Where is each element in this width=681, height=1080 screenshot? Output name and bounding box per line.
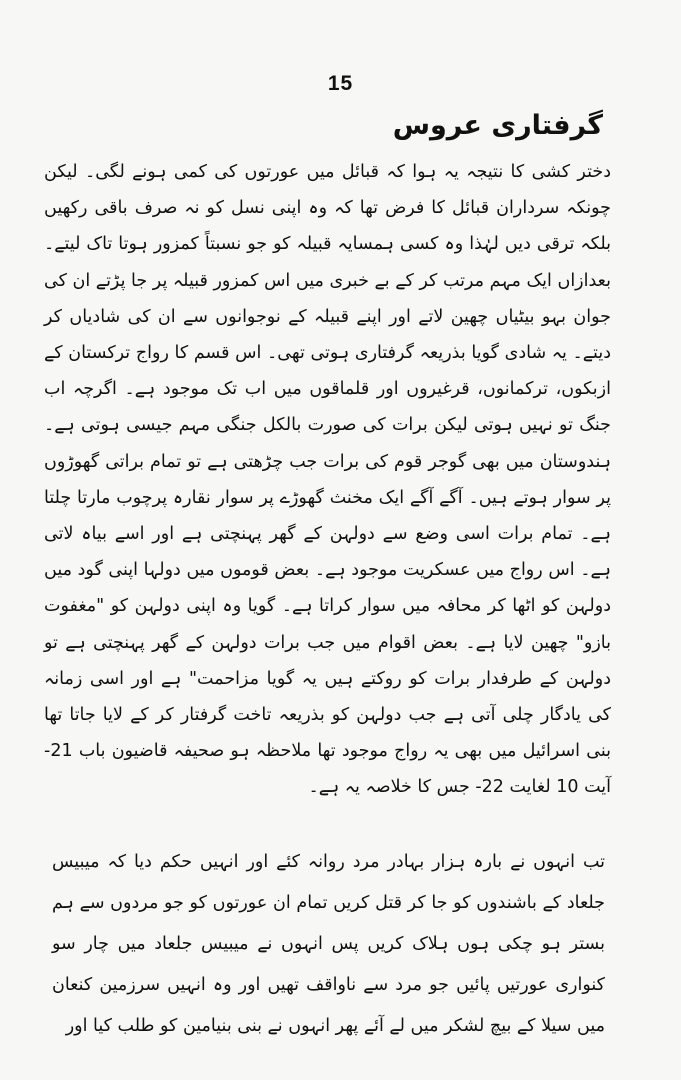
page-number: 15 <box>327 72 354 95</box>
body-paragraph <box>44 154 611 806</box>
quoted-passage <box>52 842 605 1047</box>
section-heading: گرفتاری عروس <box>392 110 603 141</box>
quote-text: تب انہوں نے بارہ ہزار بہادر مرد روانہ کئے اور انہیں حکم دیا کہ میبیس جلعاد کے باشندوں کو جا کر قتل کریں تمام ان عورتوں کو جو مردوں سے ہم بستر ہو چکی ہوں ہلاک کریں پس انہوں نے میبیس جلعاد میں چار سو کنواری عورتیں پائیں جو مرد سے ناواقف تھیں اور وہ انہیں سرزمین کنعان میں سیلا کے بیچ لشکر میں لے آئے پھر انہوں نے بنی بنیامین کو طلب کیا اور <box>52 852 605 1036</box>
body-text: دختر کشی کا نتیجہ یہ ہوا کہ قبائل میں عورتوں کی کمی ہونے لگی۔ لیکن چونکہ سرداران قبائل کا فرض تھا کہ وہ اپنی نسل کو نہ صرف باقی رکھیں بلکہ ترقی دیں لہٰذا وہ کسی ہمسایہ قبیلہ کو جو نسبتاً کمزور ہوتا تاک لیتے۔ بعدازاں ایک مہم مرتب کر کے بے خبری میں اس کمزور قبیلہ پر جا پڑتے ان کی جوان بہو بیٹیاں چھین لاتے اور اپنے قبیلہ کے نوجوانوں سے ان کی شادیاں کر دیتے۔ یہ شادی گویا بذریعہ گرفتاری ہوتی تھی۔ اس قسم کا رواج ترکستان کے ازبکوں، ترکمانوں، قرغیروں اور قلماقوں میں اب تک موجود ہے۔ اگرچہ اب جنگ تو نہیں ہوتی لیکن برات کی صورت بالکل جنگی مہم جیسی ہوتی ہے۔ ہندوستان میں بھی گوجر قوم کی برات جب چڑھتی ہے تو تمام براتی گھوڑوں پر سوار ہوتے ہیں۔ آگے آگے ایک مخنث گھوڑے پر سوار نقارہ پرچوب مارتا چلتا ہے۔ تمام برات اسی وضع سے دولہن کے گھر پہنچتی ہے اور اسے بیاہ لاتی ہے۔ اس رواج میں عسکریت موجود ہے۔ بعض قوموں میں دولہا اپنی گود میں دولہن کو اٹھا کر محافہ میں سوار کراتا ہے۔ گویا وہ اپنی دولہن کو "مغفوت بازو" چھین لایا ہے۔ بعض اقوام میں جب برات دولہن کے گھر پہنچتی ہے تو دولہن کے طرفدار برات کو روکتے ہیں یہ گویا مزاحمت" ہے اور اسی زمانہ کی یادگار چلی آتی ہے جب دولہن کو بذریعہ تاخت گرفتار کر کے لایا جاتا تھا بنی اسرائیل میں بھی یہ رواج موجود تھا ملاحظہ ہو صحیفہ قاضیون باب 21- آیت 10 لغایت 22- جس کا خلاصہ یہ ہے۔ <box>44 162 611 798</box>
